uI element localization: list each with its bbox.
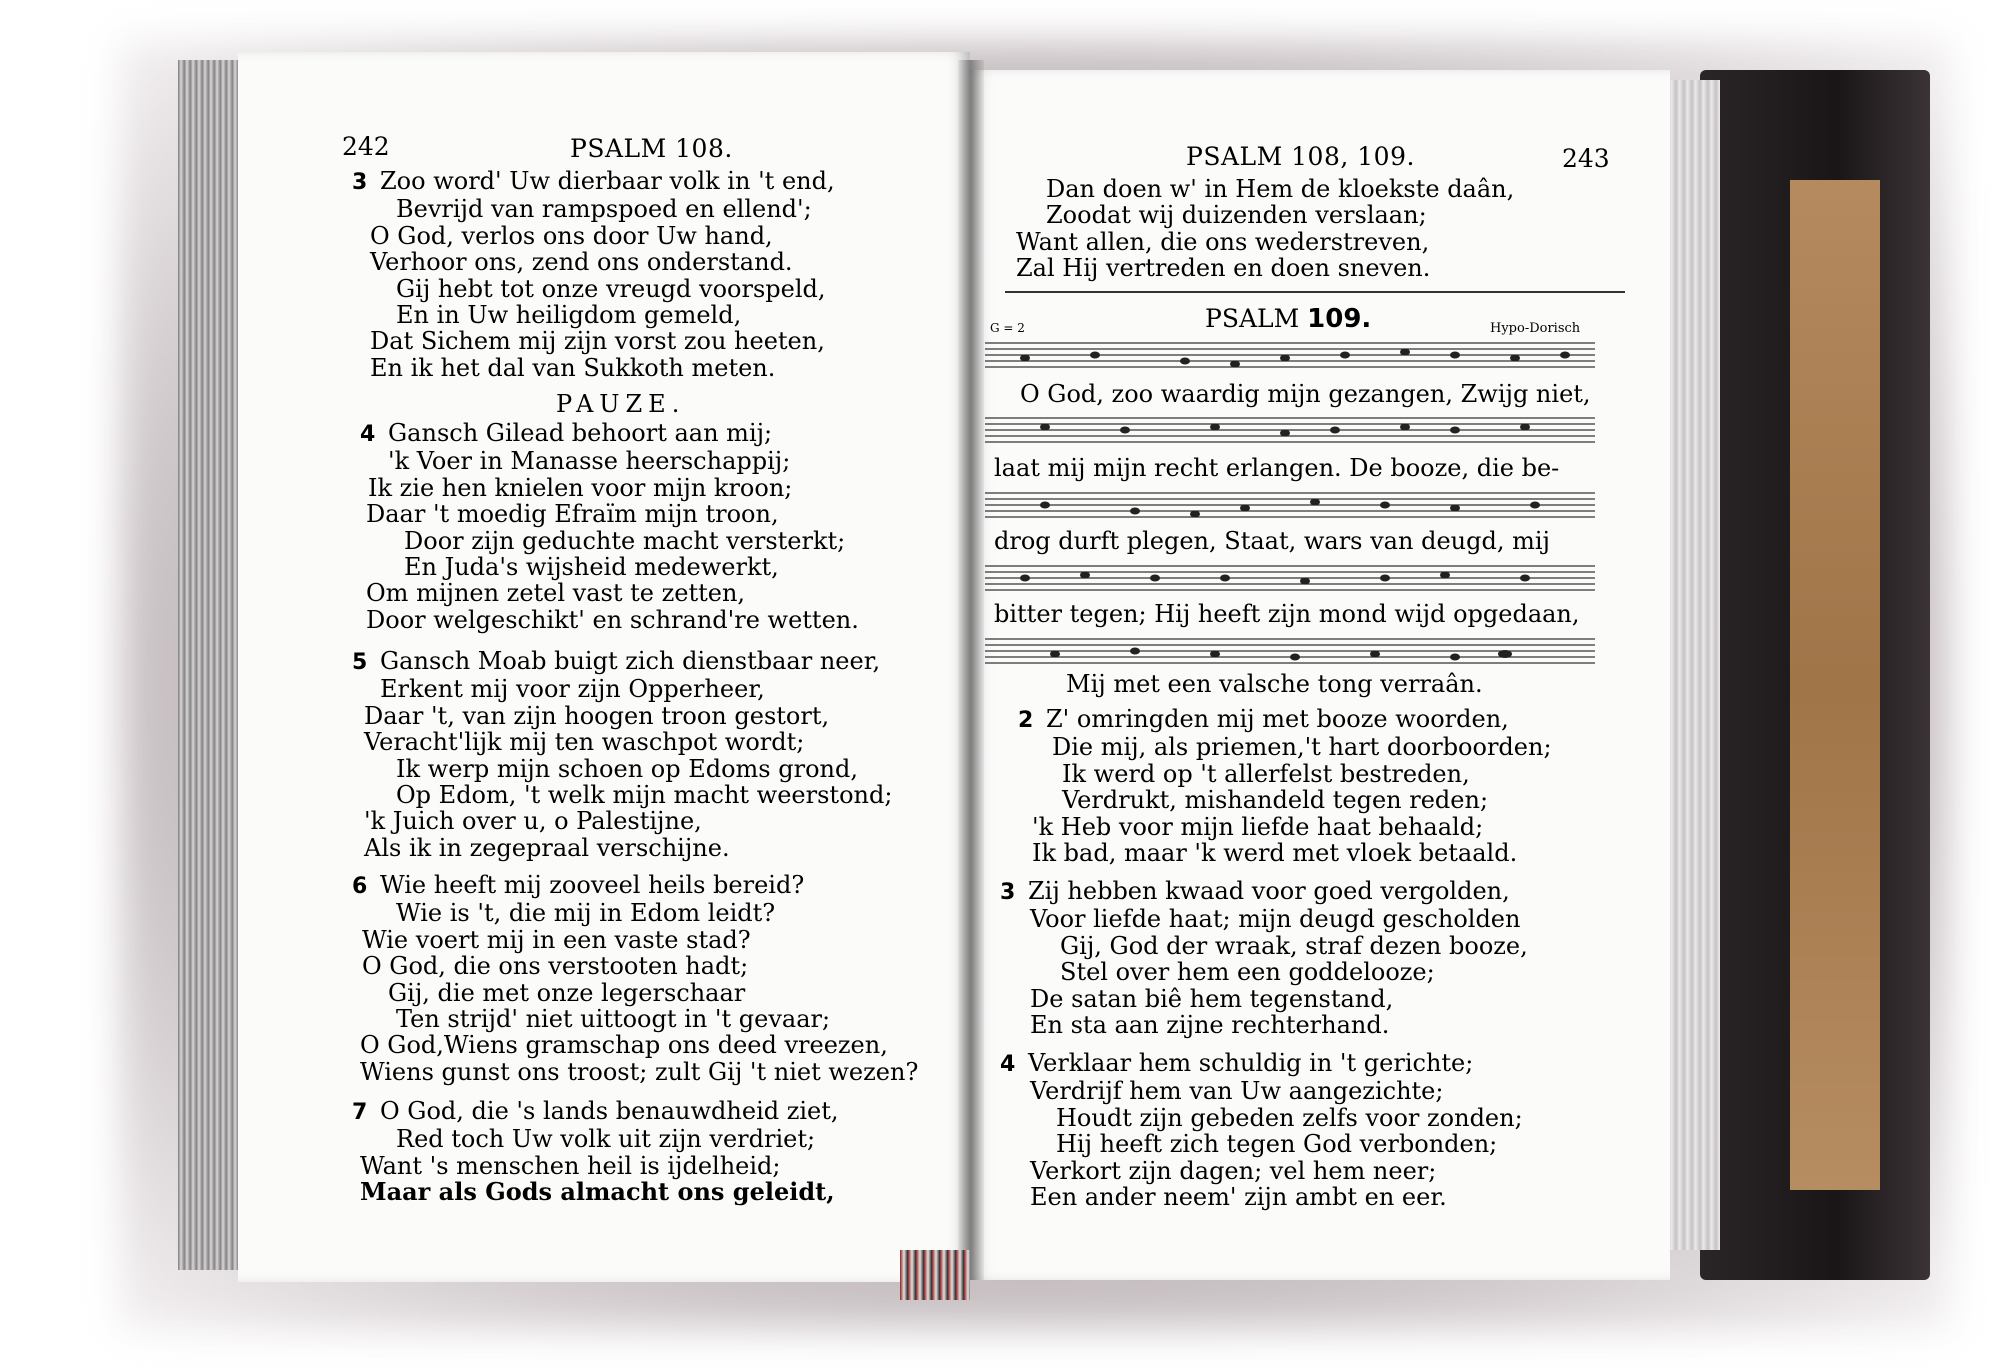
- stanza-number: 5: [352, 650, 368, 675]
- verse-line: Door zijn geduchte macht versterkt;: [404, 526, 846, 555]
- verse-line: Om mijnen zetel vast te zetten,: [366, 579, 746, 608]
- lyric-line-5: Mij met een valsche tong verraân.: [1066, 670, 1483, 698]
- verse-line: O God,Wiens gramschap ons deed vreezen,: [360, 1031, 888, 1060]
- verse-line: En sta aan zijne rechterhand.: [1030, 1011, 1390, 1040]
- verse-line: En in Uw heiligdom gemeld,: [396, 301, 742, 330]
- verse-line: Wie voert mij in een vaste stad?: [362, 925, 751, 954]
- music-staff-2: [985, 415, 1595, 445]
- verse-line: Maar als Gods almacht ons geleidt,: [360, 1177, 835, 1207]
- verse-line: Stel over hem een goddelooze;: [1060, 958, 1435, 987]
- verse-line: Verklaar hem schuldig in 't gerichte;: [1028, 1049, 1474, 1077]
- verse-line: Verhoor ons, zend ons onderstand.: [370, 248, 793, 277]
- verse-line: Zal Hij vertreden en doen sneven.: [1016, 254, 1431, 283]
- spine-bookmark: [900, 1250, 970, 1300]
- pauze-label: PAUZE.: [556, 390, 686, 418]
- verse-line: Gansch Gilead behoort aan mij;: [388, 419, 773, 447]
- verse-line: Dan doen w' in Hem de kloekste daân,: [1046, 175, 1515, 203]
- stanza-number: 3: [352, 170, 368, 195]
- verse-line: Verkort zijn dagen; vel hem neer;: [1030, 1156, 1437, 1185]
- verse-line: Door welgeschikt' en schrand're wetten.: [366, 605, 859, 634]
- music-staff-3: [985, 490, 1595, 520]
- stanza-4-right: [1000, 1050, 1523, 1210]
- stanza-number: 6: [352, 874, 368, 899]
- verse-line: Gij hebt tot onze vreugd voorspeld,: [396, 274, 826, 303]
- verse-line: O God, verlos ons door Uw hand,: [370, 221, 773, 250]
- verse-line: Voor liefde haat; mijn deugd gescholden: [1030, 905, 1521, 934]
- verse-line: Daar 't moedig Efraïm mijn troon,: [366, 500, 779, 529]
- page-edges-left: [178, 60, 238, 1270]
- verse-line: Ik bad, maar 'k werd met vloek betaald.: [1032, 839, 1518, 868]
- psalm-title: [1205, 304, 1371, 334]
- stanza-number: 4: [1000, 1052, 1016, 1077]
- verse-line: Zoo word' Uw dierbaar volk in 't end,: [380, 167, 835, 195]
- left-page-number: 242: [342, 132, 390, 161]
- psalm-title-prefix: PSALM: [1205, 304, 1300, 333]
- stanza-5: [352, 648, 892, 861]
- verse-line: Gansch Moab buigt zich dienstbaar neer,: [380, 647, 881, 675]
- verse-line: En Juda's wijsheid medewerkt,: [404, 553, 779, 582]
- key-label: G = 2: [990, 321, 1025, 335]
- stanza-3: [352, 168, 835, 381]
- verse-line: Ik zie hen knielen voor mijn kroon;: [368, 473, 793, 502]
- verse-line: Zij hebben kwaad voor goed vergolden,: [1028, 877, 1510, 905]
- stanza-number: 7: [352, 1100, 368, 1125]
- stanza-4: [360, 420, 859, 633]
- verse-line: Veracht'lijk mij ten waschpot wordt;: [364, 728, 805, 757]
- verse-line: Op Edom, 't welk mijn macht weerstond;: [396, 781, 893, 810]
- psalm-title-number: 109.: [1307, 304, 1372, 334]
- verse-line: Houdt zijn gebeden zelfs voor zonden;: [1056, 1103, 1523, 1132]
- verse-line: Ten strijd' niet uittoogt in 't gevaar;: [396, 1005, 831, 1034]
- stanza-2: [1018, 706, 1552, 866]
- verse-line: Daar 't, van zijn hoogen troon gestort,: [364, 701, 830, 730]
- stanza-number: 4: [360, 422, 376, 447]
- music-staff-4: [985, 563, 1595, 593]
- lyric-line-3: drog durft plegen, Staat, wars van deugd, mij: [994, 527, 1550, 555]
- music-staff-1: [985, 340, 1595, 370]
- verse-line: Zoodat wij duizenden verslaan;: [1046, 201, 1427, 230]
- verse-line: Als ik in zegepraal verschijne.: [364, 833, 730, 862]
- verse-line: 'k Heb voor mijn liefde haat behaald;: [1032, 812, 1484, 841]
- verse-line: Want allen, die ons wederstreven,: [1016, 227, 1430, 256]
- verse-line: Gij, die met onze legerschaar: [388, 978, 746, 1007]
- stanza-6: [352, 872, 918, 1085]
- cover-lining: [1790, 180, 1880, 1190]
- verse-line: Wie heeft mij zooveel heils bereid?: [380, 871, 805, 899]
- right-page-number: 243: [1562, 144, 1610, 173]
- verse-line: Ik werd op 't allerfelst bestreden,: [1062, 759, 1470, 788]
- verse-line: O God, die ons verstooten hadt;: [362, 952, 749, 981]
- lyric-line-2: laat mij mijn recht erlangen. De booze, die be-: [994, 454, 1560, 482]
- stanza-continuation: [1016, 176, 1514, 282]
- verse-line: Red toch Uw volk uit zijn verdriet;: [396, 1125, 816, 1154]
- stanza-3-right: [1000, 878, 1528, 1038]
- left-page-header: PSALM 108.: [570, 134, 733, 163]
- verse-line: Wie is 't, die mij in Edom leidt?: [396, 899, 776, 928]
- verse-line: Bevrijd van rampspoed en ellend';: [396, 195, 812, 224]
- book-gutter: [958, 60, 984, 1280]
- verse-line: 'k Voer in Manasse heerschappij;: [388, 447, 791, 476]
- right-page-header: PSALM 108, 109.: [1186, 142, 1415, 171]
- stanza-7: [352, 1098, 839, 1206]
- verse-line: 'k Juich over u, o Palestijne,: [364, 807, 702, 836]
- verse-line: Gij, God der wraak, straf dezen booze,: [1060, 931, 1528, 960]
- stanza-number: 2: [1018, 708, 1034, 733]
- lyric-line-4: bitter tegen; Hij heeft zijn mond wijd opgedaan,: [994, 600, 1580, 628]
- verse-line: O God, die 's lands benauwdheid ziet,: [380, 1097, 839, 1125]
- mode-label: Hypo-Dorisch: [1490, 321, 1581, 336]
- verse-line: De satan biê hem tegenstand,: [1030, 984, 1394, 1013]
- verse-line: Die mij, als priemen,'t hart doorboorden;: [1052, 733, 1552, 762]
- verse-line: Ik werp mijn schoen op Edoms grond,: [396, 754, 858, 783]
- verse-line: Erkent mij voor zijn Opperheer,: [380, 675, 765, 704]
- verse-line: Wiens gunst ons troost; zult Gij 't niet wezen?: [360, 1057, 919, 1086]
- music-staff-5: [985, 636, 1595, 666]
- verse-line: Want 's menschen heil is ijdelheid;: [360, 1151, 781, 1180]
- stanza-number: 3: [1000, 880, 1016, 905]
- verse-line: Z' omringden mij met booze woorden,: [1046, 705, 1509, 733]
- verse-line: En ik het dal van Sukkoth meten.: [370, 353, 776, 382]
- section-divider: [1005, 291, 1625, 293]
- verse-line: Een ander neem' zijn ambt en eer.: [1030, 1183, 1447, 1212]
- verse-line: Verdrijf hem van Uw aangezichte;: [1030, 1077, 1444, 1106]
- verse-line: Dat Sichem mij zijn vorst zou heeten,: [370, 327, 825, 356]
- verse-line: Hij heeft zich tegen God verbonden;: [1056, 1130, 1498, 1159]
- verse-line: Verdrukt, mishandeld tegen reden;: [1062, 786, 1489, 815]
- lyric-line-1: O God, zoo waardig mijn gezangen, Zwijg niet,: [1020, 380, 1591, 408]
